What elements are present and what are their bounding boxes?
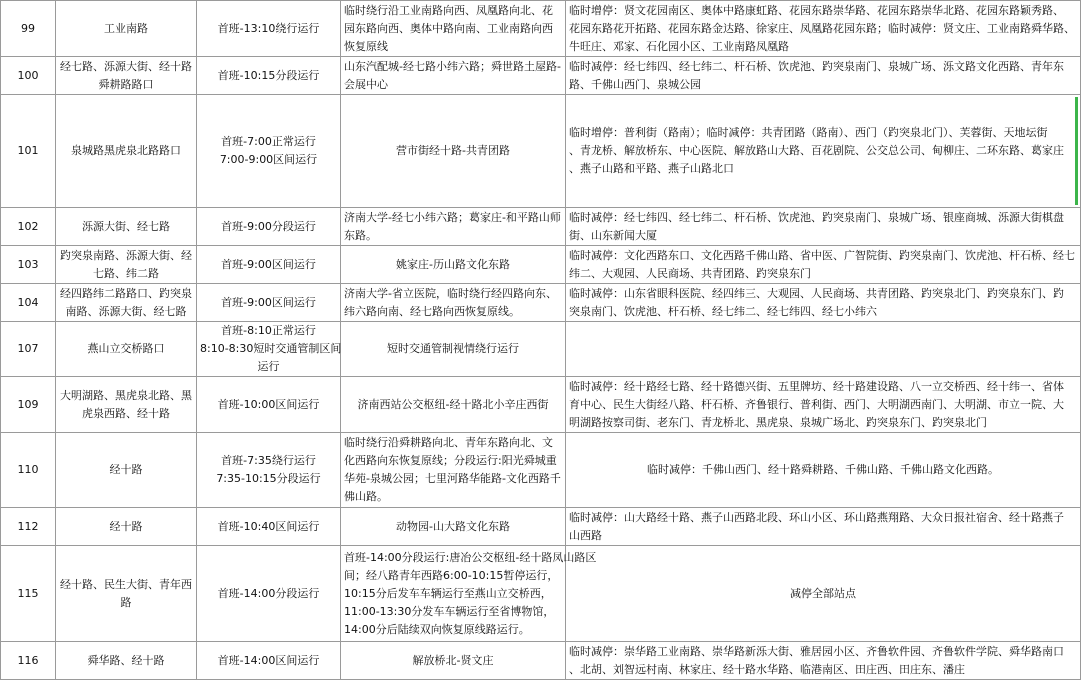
stop-adjustment-cell (566, 208, 1081, 246)
cell-text: 102 (17, 219, 39, 233)
cell-text-line: 恢复原线 (344, 39, 388, 53)
operation-time-cell (197, 508, 341, 546)
cell-text-line: 济南西站公交枢纽-经十路北小辛庄西街 (357, 397, 549, 411)
cell-text-line: 营市街经十路-共青团路 (396, 144, 510, 157)
route-number-cell (1, 508, 56, 546)
route-number-cell (1, 208, 56, 246)
cell-text-line: 临时绕行沿工业南路向西、凤凰路向北、花 (344, 3, 553, 17)
table-row (1, 95, 1081, 208)
cell-text-line: 首班-14:00分段运行:唐冶公交枢纽-经十路凤山路区 (344, 550, 597, 564)
table-row (1, 377, 1081, 433)
operation-route-cell (341, 508, 566, 546)
cell-text: 104 (17, 295, 39, 309)
cell-text: 115 (17, 586, 39, 600)
table-row (1, 284, 1081, 322)
cell-text-line: 园东路向西、奥体中路向南、工业南路向西 (344, 21, 553, 35)
operation-route-cell (341, 284, 566, 322)
cell-text-line: 济南大学-省立医院，临时绕行经四路向东、 (344, 286, 557, 300)
cell-text-line: 经十路 (109, 519, 143, 533)
cell-text-line: 7:00-9:00区间运行 (219, 153, 318, 166)
stop-adjustment-cell (566, 246, 1081, 284)
operation-time-cell (197, 642, 341, 680)
cell-text-line: 舜耕路路口 (98, 77, 154, 91)
control-section-cell (56, 508, 197, 546)
cell-text-line: 、北胡、刘智远村南、林家庄、经十路水华路、临港南区、田庄西、田庄东、潘庄 (569, 662, 965, 676)
cell-text-line: 11:00-13:30分发车车辆运行至省博物馆， (344, 604, 555, 618)
stop-adjustment-cell (566, 642, 1081, 680)
cell-text: 107 (17, 342, 39, 355)
cell-text-line: 育中心、民生大街经八路、杆石桥、齐鲁银行、普利街、西门、大明湖西南门、大明湖、市立一院、大 (569, 397, 1064, 411)
cell-text-line: 首班-7:00正常运行 (221, 135, 316, 148)
cell-text-line: 经七路、泺源大街、经十路 (60, 59, 192, 73)
table-row (1, 246, 1081, 284)
cell-text-line: 虎泉西路、经十路 (82, 406, 170, 420)
cell-text-line: 14:00分后陆续双向恢复原线路运行。 (344, 622, 530, 636)
cell-text-line: 首班-13:10绕行运行 (217, 21, 320, 35)
control-section-cell (56, 284, 197, 322)
cell-text: 109 (17, 397, 39, 411)
cell-text-line: 临时减停：千佛山西门、经十路舜耕路、千佛山路、千佛山路文化西路。 (647, 463, 999, 476)
green-edge-marker (1075, 97, 1078, 205)
cell-text-line: 临时减停：经七纬四、经七纬二、杆石桥、饮虎池、趵突泉南门、泉城广场、银座商城、泺源大街棋盘 (569, 210, 1064, 224)
cell-text-line: 临时增停：普利街（路南）；临时减停：共青团路（路南）、西门（趵突泉北门）、芙蓉街、天地坛街 (569, 126, 1048, 139)
cell-text-line: 纬二、大观园、人民商场、共青团路、趵突泉东门 (569, 266, 811, 280)
cell-text-line: 临时增停：贤文花园南区、奥体中路康虹路、花园东路崇华路、花园东路崇华北路、花园东路颖秀路、 (569, 3, 1064, 17)
control-section-cell (56, 433, 197, 508)
stop-adjustment-cell (566, 322, 1081, 377)
cell-text: 116 (17, 653, 39, 667)
stop-adjustment-cell (566, 377, 1081, 433)
table-row (1, 57, 1081, 95)
cell-text-line: 华苑-泉城公园；七里河路华能路-文化西路千 (344, 472, 561, 485)
control-section-cell (56, 57, 197, 95)
cell-text-line: 南路、泺源大街、经七路 (65, 304, 187, 318)
operation-time-cell (197, 246, 341, 284)
cell-text-line: 8:10-8:30短时交通管制区间 (200, 342, 342, 355)
cell-text-line: 临时减停：山东省眼科医院、经四纬三、大观园、人民商场、共青团路、趵突泉北门、趵突泉东门、趵 (569, 286, 1064, 300)
cell-text-line: 临时减停：经七纬四、经七纬二、杆石桥、饮虎池、趵突泉南门、泉城广场、泺文路文化西路、青年东 (569, 59, 1064, 73)
cell-text-line: 姚家庄-历山路文化东路 (396, 257, 510, 271)
route-number-cell (1, 284, 56, 322)
cell-text-line: 花园东路花开拓路、花园东路金达路、徐家庄、凤凰路花园东路；临时减停：贤文庄、工业南路舜华路、 (569, 21, 1075, 35)
cell-text-line: 7:35-10:15分段运行 (216, 472, 321, 485)
cell-text-line: 东路。 (344, 228, 377, 242)
route-number-cell (1, 546, 56, 642)
cell-text-line: 首班-14:00分段运行 (217, 586, 320, 600)
table-row (1, 508, 1081, 546)
operation-route-cell (341, 208, 566, 246)
operation-time-cell (197, 377, 341, 433)
table-row (1, 433, 1081, 508)
control-section-cell (56, 322, 197, 377)
operation-time-cell (197, 433, 341, 508)
cell-text-line: 突泉南门、饮虎池、杆石桥、经七纬二、经七纬四、经七小纬六 (569, 304, 877, 318)
operation-route-cell (341, 95, 566, 208)
cell-text-line: 经十路、民生大街、青年西 (60, 577, 192, 591)
cell-text-line: 10:15分后发车车辆运行至燕山立交桥西， (344, 586, 552, 600)
cell-text-line: 临时绕行沿舜耕路向北、青年东路向北、文 (344, 436, 553, 449)
cell-text-line: 化西路向东恢复原线；分段运行:阳光舜城重 (344, 454, 557, 467)
cell-text-line: 临时减停：文化西路东口、文化西路千佛山路、省中医、广智院街、趵突泉南门、饮虎池、杆石桥、经七 (569, 248, 1075, 262)
control-section-cell (56, 1, 197, 57)
table-body (1, 1, 1081, 680)
cell-text-line: 临时减停：经十路经七路、经十路德兴街、五里牌坊、经十路建设路、八一立交桥西、经十纬一、省体 (569, 379, 1064, 393)
cell-text-line: 工业南路 (104, 21, 148, 35)
stop-adjustment-cell (566, 284, 1081, 322)
operation-time-cell (197, 546, 341, 642)
cell-text: 101 (17, 144, 39, 157)
cell-text-line: 减停全部站点 (790, 586, 856, 600)
cell-text-line: 山西路 (569, 528, 602, 542)
control-section-cell (56, 246, 197, 284)
cell-text-line: 、青龙桥、解放桥东、中心医院、解放路山大路、百花剧院、公交总公司、甸柳庄、二环东路、葛家庄 (569, 144, 1064, 157)
cell-text-line: 佛山路。 (344, 490, 388, 503)
operation-time-cell (197, 208, 341, 246)
cell-text: 100 (17, 68, 39, 82)
cell-text-line: 牛旺庄、邓家、石化园小区、工业南路凤凰路 (569, 39, 789, 53)
cell-text-line: 经四路纬二路路口、趵突泉 (60, 286, 192, 300)
operation-time-cell (197, 284, 341, 322)
cell-text-line: 、燕子山路和平路、燕子山路北口 (569, 162, 734, 175)
cell-text-line: 纬六路向南、经七路向西恢复原线。 (344, 304, 520, 318)
stop-adjustment-cell (566, 508, 1081, 546)
cell-text-line: 泉城路黑虎泉北路路口 (71, 144, 181, 157)
control-section-cell (56, 377, 197, 433)
control-section-cell (56, 208, 197, 246)
cell-text: 99 (21, 21, 35, 35)
route-number-cell (1, 95, 56, 208)
cell-text: 103 (17, 257, 39, 271)
cell-text-line: 七路、纬二路 (93, 266, 159, 280)
cell-text-line: 街、山东新闻大厦 (569, 228, 657, 242)
cell-text-line: 舜华路、经十路 (87, 653, 165, 667)
table-row (1, 642, 1081, 680)
table-row (1, 322, 1081, 377)
operation-route-cell (341, 377, 566, 433)
cell-text-line: 间；经八路青年西路6:00-10:15暂停运行， (344, 568, 559, 582)
cell-text: 112 (17, 519, 39, 533)
cell-text-line: 运行 (257, 360, 280, 373)
control-section-cell (56, 95, 197, 208)
cell-text-line: 首班-7:35绕行运行 (221, 454, 316, 467)
cell-text-line: 临时减停：崇华路工业南路、崇华路新泺大街、雅居园小区、齐鲁软件园、齐鲁软件学院、舜华路南口 (569, 644, 1064, 658)
route-number-cell (1, 57, 56, 95)
cell-text: 110 (17, 463, 39, 476)
cell-text-line: 首班-14:00区间运行 (217, 653, 320, 667)
cell-text-line: 解放桥北-贤文庄 (412, 653, 494, 667)
cell-text-line: 首班-10:00区间运行 (217, 397, 320, 411)
cell-text-line: 首班-9:00分段运行 (221, 219, 316, 233)
control-section-cell (56, 642, 197, 680)
cell-text-line: 短时交通管制视情绕行运行 (387, 342, 519, 355)
operation-route-cell (341, 433, 566, 508)
operation-route-cell (341, 246, 566, 284)
route-number-cell (1, 642, 56, 680)
cell-text-line: 明湖路按察司街、老东门、青龙桥北、黑虎泉、泉城广场北、趵突泉东门、趵突泉北门 (569, 415, 987, 429)
cell-text-line: 首班-10:40区间运行 (217, 519, 320, 533)
cell-text-line: 趵突泉南路、泺源大街、经 (60, 248, 192, 262)
route-number-cell (1, 246, 56, 284)
cell-text-line: 临时减停：山大路经十路、燕子山西路北段、环山小区、环山路燕翔路、大众日报社宿舍、经十路燕子 (569, 510, 1064, 524)
route-number-cell (1, 322, 56, 377)
cell-text-line: 山东汽配城-经七路小纬六路；舜世路土屋路- (344, 59, 561, 73)
route-number-cell (1, 433, 56, 508)
route-number-cell (1, 377, 56, 433)
table-row (1, 208, 1081, 246)
cell-text-line: 燕山立交桥路口 (87, 342, 165, 355)
operation-time-cell (197, 322, 341, 377)
operation-route-cell (341, 57, 566, 95)
stop-adjustment-cell (566, 95, 1081, 208)
cell-text-line: 大明湖路、黑虎泉北路、黑 (60, 388, 192, 402)
operation-route-cell (341, 322, 566, 377)
operation-route-cell (341, 546, 597, 642)
cell-text-line: 路、千佛山西门、泉城公园 (569, 77, 701, 91)
cell-text-line: 首班-9:00区间运行 (221, 295, 316, 309)
stop-adjustment-cell (566, 546, 1081, 642)
table-row (1, 546, 1081, 642)
operation-time-cell (197, 57, 341, 95)
operation-time-cell (197, 1, 341, 57)
operation-route-cell (341, 642, 566, 680)
table-row (1, 1, 1081, 57)
route-number-cell (1, 1, 56, 57)
cell-text-line: 路 (120, 595, 132, 609)
cell-text-line: 首班-9:00区间运行 (221, 257, 316, 271)
cell-text-line: 首班-10:15分段运行 (217, 68, 320, 82)
cell-text-line: 济南大学-经七小纬六路；葛家庄-和平路山师 (344, 210, 561, 224)
stop-adjustment-cell (566, 1, 1081, 57)
stop-adjustment-cell (566, 433, 1081, 508)
operation-time-cell (197, 95, 341, 208)
control-section-cell (56, 546, 197, 642)
stop-adjustment-cell (566, 57, 1081, 95)
operation-route-cell (341, 1, 566, 57)
cell-text-line: 动物园-山大路文化东路 (396, 519, 510, 533)
cell-text-line: 经十路 (109, 463, 143, 476)
cell-text-line: 泺源大街、经七路 (82, 219, 170, 233)
cell-text-line: 首班-8:10正常运行 (221, 324, 316, 337)
cell-text-line: 会展中心 (344, 77, 388, 91)
